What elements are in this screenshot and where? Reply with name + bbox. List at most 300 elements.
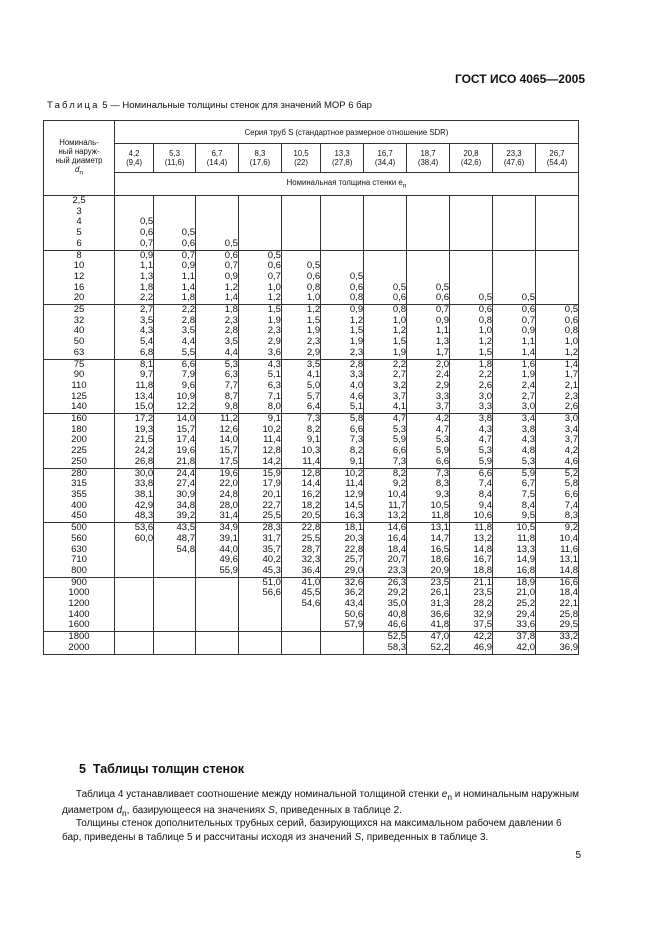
thickness-value [239, 620, 281, 631]
thickness-value: 18,1 [344, 522, 364, 534]
thickness-value: 11,4 [345, 478, 364, 490]
thickness-cell [364, 414, 407, 469]
thickness-value [282, 643, 320, 654]
thickness-value: 1,0 [267, 281, 281, 293]
thickness-value: 0,5 [139, 216, 154, 228]
thickness-value: 28,3 [262, 522, 281, 534]
thickness-cell [364, 250, 407, 305]
thickness-value: 5,8 [564, 478, 578, 490]
thickness-value: 5,9 [392, 434, 407, 446]
thickness-value: 28,0 [219, 499, 238, 511]
series-col-header [115, 144, 154, 173]
thickness-value: 20,3 [344, 532, 364, 544]
thickness-value [321, 251, 363, 262]
thickness-cell [321, 577, 364, 632]
table-caption-number: 5 [102, 100, 108, 111]
thickness-value: 23,3 [387, 564, 407, 576]
thickness-value: 9,2 [392, 478, 407, 490]
diameter-value: 160 [71, 413, 87, 425]
thickness-value: 12,8 [301, 467, 321, 479]
thickness-value [364, 261, 406, 272]
thickness-value [239, 239, 281, 250]
table-row [44, 196, 579, 251]
thickness-value: 2,3 [349, 346, 364, 358]
diameter-cell [44, 250, 115, 305]
thickness-cell [238, 196, 281, 251]
thickness-value [196, 643, 238, 654]
thickness-value: 22,7 [262, 499, 281, 511]
series-col-header [450, 144, 493, 173]
table-row [44, 359, 579, 414]
thickness-value: 1,9 [349, 336, 364, 348]
thickness-value [364, 217, 406, 228]
thickness-cell [407, 305, 450, 360]
thickness-value: 14,7 [430, 532, 450, 544]
thickness-value: 2,6 [478, 379, 493, 391]
thickness-cell [196, 468, 239, 523]
diameter-value: 125 [71, 390, 87, 402]
thickness-value: 28,7 [301, 543, 321, 555]
thickness-value [282, 239, 320, 250]
thickness-value: 49,6 [219, 554, 238, 566]
table-row [44, 577, 579, 632]
thickness-cell [281, 577, 320, 632]
section-title: Таблицы толщин стенок [92, 762, 244, 776]
thickness-value: 2,2 [478, 369, 493, 381]
thickness-value: 0,5 [435, 281, 450, 293]
thickness-value: 1,5 [392, 336, 407, 348]
thickness-cell [364, 196, 407, 251]
thickness-value: 0,5 [349, 270, 364, 282]
thickness-value: 0,8 [349, 292, 364, 304]
p1-text-4: , приведенных в таблице 2. [274, 805, 402, 816]
thickness-value [536, 196, 578, 207]
thickness-value: 21,5 [134, 434, 154, 446]
thickness-value: 36,2 [344, 587, 364, 599]
thickness-value: 1,7 [564, 369, 578, 381]
thickness-value: 4,7 [392, 413, 407, 425]
thickness-value: 10,9 [176, 390, 195, 402]
thickness-value: 1,2 [306, 304, 321, 316]
thickness-value [407, 217, 449, 228]
diameter-value: 1000 [68, 587, 90, 599]
thickness-value: 14,0 [219, 434, 238, 446]
series-col-header [281, 144, 320, 173]
diameter-value: 63 [73, 346, 85, 358]
thickness-value: 0,9 [349, 304, 364, 316]
thickness-value [407, 207, 449, 218]
thickness-cell [238, 468, 281, 523]
diameter-value: 10 [73, 260, 85, 272]
diameter-value: 500 [71, 522, 87, 534]
thickness-value: 3,7 [435, 401, 450, 413]
paragraph-1 [62, 788, 582, 820]
thickness-cell [535, 523, 578, 578]
series-s-value: 6,7 [211, 149, 223, 158]
thickness-cell [321, 414, 364, 469]
thickness-value [282, 196, 320, 207]
thickness-value: 10,5 [516, 522, 535, 534]
thickness-value: 14,0 [176, 413, 195, 425]
thickness-value: 1,8 [478, 358, 493, 370]
thickness-value: 5,3 [435, 434, 450, 446]
thickness-value [321, 643, 363, 654]
thickness-value: 5,9 [521, 467, 535, 479]
thickness-value: 1,4 [224, 292, 238, 304]
thickness-value: 33,8 [134, 478, 154, 490]
thickness-value: 16,3 [344, 510, 364, 522]
thickness-value [196, 620, 238, 631]
thickness-value: 25,5 [301, 532, 321, 544]
thickness-value: 2,3 [224, 314, 238, 326]
diameter-value: 2,5 [72, 195, 86, 206]
thickness-value: 54,8 [176, 543, 195, 555]
thickness-value: 2,6 [564, 401, 578, 413]
thickness-value: 0,7 [139, 237, 154, 249]
thickness-cell [154, 577, 196, 632]
series-sdr-value: (54,4) [546, 158, 568, 167]
thickness-value: 6,7 [521, 478, 535, 490]
thickness-value: 18,2 [301, 499, 321, 511]
thickness-value: 17,4 [176, 434, 195, 446]
thickness-value: 2,7 [139, 304, 154, 316]
p1-text-3: , базирующееся на значениях [126, 805, 269, 816]
thickness-value: 1,3 [139, 270, 154, 282]
thickness-value [196, 632, 238, 643]
thickness-value: 35,7 [262, 543, 281, 555]
thickness-value: 0,6 [564, 314, 578, 326]
thickness-value: 5,4 [139, 336, 154, 348]
thickness-value: 13,1 [430, 522, 450, 534]
stub-header [44, 121, 115, 196]
thickness-cell [450, 196, 493, 251]
thickness-value: 8,2 [349, 445, 364, 457]
thickness-value: 5,0 [306, 379, 321, 391]
thickness-value: 16,6 [559, 576, 578, 588]
thickness-value: 9,4 [478, 499, 493, 511]
thickness-value: 2,3 [306, 336, 321, 348]
thickness-cell [238, 523, 281, 578]
series-col-header [154, 144, 196, 173]
thickness-value [407, 196, 449, 207]
thickness-value: 1,9 [267, 314, 281, 326]
thickness-value: 40,2 [262, 554, 281, 566]
thickness-value: 43,4 [344, 598, 364, 610]
diameter-value: 1200 [68, 598, 90, 610]
thickness-value: 28,2 [473, 598, 493, 610]
thickness-value: 10,2 [344, 467, 364, 479]
thickness-value: 26,3 [387, 576, 407, 588]
thickness-value: 5,3 [478, 445, 493, 457]
thickness-value: 0,9 [224, 270, 238, 282]
series-s-value: 23,3 [506, 149, 522, 158]
p2-symbol-s: S [354, 832, 362, 843]
thickness-value: 0,6 [267, 260, 281, 272]
thickness-value: 4,3 [267, 358, 281, 370]
thickness-value: 14,4 [301, 478, 321, 490]
thickness-value: 36,4 [301, 564, 321, 576]
thickness-value: 6,6 [349, 423, 364, 435]
thickness-value: 12,9 [344, 488, 364, 500]
thickness-value [364, 239, 406, 250]
thickness-value: 1,2 [392, 325, 407, 337]
thickness-value: 7,1 [267, 390, 281, 402]
thickness-value: 9,3 [435, 488, 450, 500]
thickness-cell [281, 414, 320, 469]
thickness-value: 13,4 [134, 390, 154, 402]
thickness-value [282, 620, 320, 631]
thickness-value: 8,3 [564, 510, 578, 522]
thickness-value: 5,3 [224, 358, 238, 370]
thickness-value: 2,0 [435, 358, 450, 370]
thickness-value: 5,5 [181, 346, 195, 358]
thickness-value [282, 610, 320, 621]
thickness-cell [493, 523, 536, 578]
thickness-value: 25,7 [344, 554, 364, 566]
thickness-value: 23,5 [430, 576, 450, 588]
thickness-value: 1,2 [267, 292, 281, 304]
thickness-value: 3,7 [564, 434, 578, 446]
diameter-cell [44, 359, 115, 414]
thickness-cell [364, 632, 407, 654]
thickness-value [154, 620, 195, 631]
stub-header-symbol: d [75, 165, 80, 175]
thickness-value: 12,8 [262, 445, 281, 457]
thickness-cell [535, 359, 578, 414]
thickness-value: 4,4 [224, 346, 238, 358]
thickness-value: 35,0 [387, 598, 407, 610]
thickness-value [115, 566, 153, 577]
thickness-cell [493, 468, 536, 523]
p1-text-1: Таблица 4 устанавливает соотношение между номинальной толщиной стенки [75, 789, 442, 800]
thickness-cell [238, 305, 281, 360]
thickness-value: 7,3 [435, 467, 450, 479]
thickness-value: 0,9 [435, 314, 450, 326]
thickness-value: 1,6 [521, 358, 535, 370]
thickness-cell [493, 632, 536, 654]
thickness-value: 3,3 [349, 369, 364, 381]
thickness-value [450, 217, 492, 228]
thickness-value: 21,8 [176, 455, 195, 467]
thickness-value: 1,9 [306, 325, 321, 337]
diameter-value: 900 [71, 576, 87, 588]
thickness-cell [115, 577, 154, 632]
thickness-cell [364, 523, 407, 578]
thickness-value: 11,2 [220, 413, 238, 425]
thickness-value: 0,8 [392, 304, 407, 316]
thickness-value: 1,5 [478, 346, 493, 358]
thickness-value: 8,3 [435, 478, 450, 490]
thickness-value: 47,0 [430, 631, 450, 643]
thickness-value: 14,8 [559, 564, 578, 576]
thickness-cell [407, 414, 450, 469]
thickness-value: 31,4 [219, 510, 238, 522]
thickness-value: 2,3 [564, 390, 578, 402]
thickness-cell [154, 414, 196, 469]
diameter-value: 140 [71, 401, 87, 413]
diameter-value: 560 [71, 532, 87, 544]
thickness-value: 29,2 [387, 587, 407, 599]
thickness-value: 6,3 [267, 379, 281, 391]
thickness-value: 30,9 [176, 488, 195, 500]
thickness-value [239, 217, 281, 228]
thickness-value [321, 228, 363, 239]
thickness-value: 8,4 [521, 499, 535, 511]
page-number: 5 [575, 850, 581, 861]
thickness-value: 46,6 [387, 619, 407, 631]
thickness-value: 29,0 [344, 564, 364, 576]
thickness-value [450, 207, 492, 218]
thickness-value [154, 196, 195, 207]
thickness-value: 37,5 [473, 619, 493, 631]
thickness-value: 0,6 [306, 270, 321, 282]
diameter-value: 250 [71, 455, 87, 467]
thickness-value: 3,3 [478, 401, 493, 413]
thickness-value: 7,3 [392, 455, 407, 467]
p1-subscript-2: n [122, 808, 127, 818]
diameter-value: 180 [71, 423, 87, 435]
thickness-value: 7,7 [224, 379, 238, 391]
paragraph-2 [62, 817, 582, 845]
thickness-value [493, 261, 535, 272]
thickness-value: 3,3 [435, 390, 450, 402]
thickness-value: 1,3 [435, 336, 450, 348]
diameter-cell [44, 523, 115, 578]
thickness-cell [115, 250, 154, 305]
thickness-cell [196, 523, 239, 578]
series-s-value: 20,8 [463, 149, 479, 158]
thickness-value: 3,8 [478, 413, 493, 425]
thickness-value: 31,7 [262, 532, 281, 544]
thickness-value: 3,0 [521, 401, 535, 413]
thickness-cell [493, 414, 536, 469]
diameter-cell [44, 414, 115, 469]
thickness-value [282, 207, 320, 218]
series-col-header [321, 144, 364, 173]
thickness-cell [115, 523, 154, 578]
thickness-value: 24,2 [134, 445, 154, 457]
thickness-value [493, 207, 535, 218]
thickness-value: 48,7 [176, 532, 195, 544]
thickness-value: 0,7 [267, 270, 281, 282]
thickness-value: 0,5 [478, 292, 493, 304]
thickness-value: 6,6 [564, 488, 578, 500]
diameter-value: 355 [71, 488, 87, 500]
thickness-value: 8,7 [224, 390, 238, 402]
thickness-value: 4,2 [435, 413, 450, 425]
thickness-value: 13,1 [559, 554, 578, 566]
thickness-value [536, 217, 578, 228]
thickness-value: 15,7 [176, 423, 195, 435]
thickness-value: 53,6 [134, 522, 154, 534]
diameter-value: 40 [73, 325, 85, 337]
thickness-value: 11,4 [302, 455, 321, 467]
diameter-value: 280 [71, 467, 87, 479]
thickness-value [239, 632, 281, 643]
diameter-value: 12 [73, 270, 85, 282]
thickness-cell [535, 196, 578, 251]
thickness-value: 3,4 [564, 423, 578, 435]
series-sdr-value: (42,6) [460, 158, 482, 167]
thickness-value: 2,9 [306, 346, 321, 358]
diameter-value: 315 [71, 478, 87, 490]
thickness-value: 51,0 [262, 576, 281, 588]
thickness-value [493, 228, 535, 239]
thickness-value: 9,7 [139, 369, 154, 381]
thickness-value: 15,7 [219, 445, 238, 457]
thickness-value [536, 293, 578, 304]
thickness-value: 3,6 [267, 346, 281, 358]
thickness-value: 1,1 [139, 260, 154, 272]
series-header: Серия труб S (стандартное размерное отношение SDR) [115, 121, 579, 144]
thickness-value: 21,1 [473, 576, 493, 588]
p1-symbol-d: d [116, 805, 123, 816]
thickness-value: 39,1 [219, 532, 238, 544]
thickness-value: 1,1 [435, 325, 450, 337]
thickness-value: 42,2 [473, 631, 493, 643]
series-sdr-value: (22) [294, 158, 308, 167]
thickness-cell [196, 577, 239, 632]
thickness-cell [281, 359, 320, 414]
series-s-value: 18,7 [420, 149, 436, 158]
thickness-value: 5,7 [306, 390, 321, 402]
thickness-value: 9,2 [564, 522, 578, 534]
thickness-cell [450, 414, 493, 469]
thickness-value [450, 272, 492, 283]
thickness-value: 7,4 [478, 478, 493, 490]
thickness-cell [450, 250, 493, 305]
table-row [44, 632, 579, 654]
thickness-value [115, 599, 153, 610]
thickness-value: 4,3 [139, 325, 154, 337]
thickness-value: 4,0 [349, 379, 364, 391]
thickness-value: 2,4 [521, 379, 535, 391]
table-caption-label: Таблица [47, 100, 100, 111]
diameter-value: 50 [73, 336, 85, 348]
diameter-value: 710 [71, 554, 87, 566]
thickness-cell [321, 523, 364, 578]
thickness-value: 1,2 [564, 346, 578, 358]
thickness-value [450, 228, 492, 239]
thickness-value: 13,2 [473, 532, 493, 544]
thickness-value: 0,9 [181, 260, 195, 272]
thickness-value: 3,5 [181, 325, 195, 337]
p2-text-2: , приведенных в таблице 3. [361, 832, 489, 843]
thickness-value: 2,1 [564, 379, 578, 391]
thickness-value: 1,8 [224, 304, 238, 316]
thickness-value: 50,6 [344, 608, 364, 620]
series-col-header [493, 144, 536, 173]
table-row [44, 468, 579, 523]
thickness-cell [238, 250, 281, 305]
thickness-value: 8,4 [478, 488, 493, 500]
series-s-value: 16,7 [377, 149, 393, 158]
thickness-value: 52,2 [430, 641, 450, 653]
thickness-value [154, 632, 195, 643]
thickness-value: 11,8 [431, 510, 450, 522]
thickness-value: 3,0 [564, 413, 578, 425]
series-s-value: 5,3 [169, 149, 181, 158]
thickness-cell [321, 359, 364, 414]
thickness-value: 42,0 [516, 641, 535, 653]
thickness-cell [115, 632, 154, 654]
thickness-value: 58,3 [387, 641, 407, 653]
thickness-value: 0,7 [435, 304, 450, 316]
thickness-cell [321, 468, 364, 523]
thickness-value: 43,5 [176, 522, 195, 534]
thickness-value: 25,8 [559, 608, 578, 620]
thickness-value: 55,9 [219, 564, 238, 576]
